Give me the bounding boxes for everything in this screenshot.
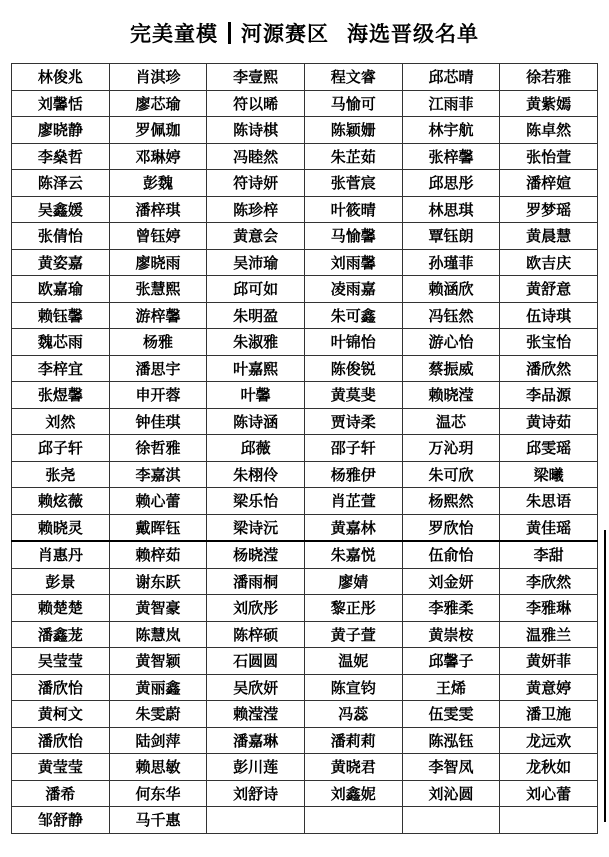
- name-cell: 黄丽鑫: [109, 674, 207, 701]
- name-cell: 黄智豪: [109, 595, 207, 622]
- name-cell: 邹舒静: [12, 807, 110, 834]
- name-cell: 凌雨嘉: [304, 276, 402, 303]
- name-cell: 黄姿嘉: [12, 249, 110, 276]
- table-row: [12, 541, 598, 568]
- name-cell: 潘鑫茏: [12, 621, 110, 648]
- name-cell: 吴沛瑜: [207, 249, 305, 276]
- table-row: [12, 64, 598, 91]
- name-cell: 黄柯文: [12, 701, 110, 728]
- name-cell: 朱可欣: [402, 461, 500, 488]
- name-cell: 钟佳琪: [109, 408, 207, 435]
- name-cell: 龙远欢: [500, 727, 598, 754]
- name-cell: 贾诗柔: [304, 408, 402, 435]
- name-cell: 黎正彤: [304, 595, 402, 622]
- name-cell: 陈泓钰: [402, 727, 500, 754]
- name-cell: 陈宣钧: [304, 674, 402, 701]
- name-cell: [304, 807, 402, 834]
- name-cell: 孙瑾菲: [402, 249, 500, 276]
- name-cell: 申开蓉: [109, 382, 207, 409]
- name-cell: 潘欣怡: [12, 727, 110, 754]
- name-cell: 彭川莲: [207, 754, 305, 781]
- name-cell: 龙秋如: [500, 754, 598, 781]
- name-cell: 吴莹莹: [12, 648, 110, 675]
- name-cell: 陈慧岚: [109, 621, 207, 648]
- name-cell: 朱雯蔚: [109, 701, 207, 728]
- name-cell: 肖芷萱: [304, 488, 402, 515]
- name-cell: 刘心蕾: [500, 780, 598, 807]
- name-cell: 陆剑萍: [109, 727, 207, 754]
- name-cell: 伍诗琪: [500, 302, 598, 329]
- table-edge-line: [604, 530, 606, 822]
- name-cell: 叶筱晴: [304, 196, 402, 223]
- name-cell: 赖涵欣: [402, 276, 500, 303]
- name-cell: 魏芯雨: [12, 329, 110, 356]
- name-cell: 黄智颖: [109, 648, 207, 675]
- name-cell: 赖梓茹: [109, 541, 207, 568]
- table-row: [12, 807, 598, 834]
- name-cell: 刘鑫妮: [304, 780, 402, 807]
- name-cell: 潘思宇: [109, 355, 207, 382]
- table-row: [12, 674, 598, 701]
- name-cell: 李雅柔: [402, 595, 500, 622]
- name-cell: 赖炫薇: [12, 488, 110, 515]
- name-cell: 邱思彤: [402, 170, 500, 197]
- brand-name: 完美童模: [130, 22, 218, 46]
- name-cell: 黄崇桉: [402, 621, 500, 648]
- name-cell: 李智凤: [402, 754, 500, 781]
- name-cell: 黄妍菲: [500, 648, 598, 675]
- name-cell: 陈颖姗: [304, 117, 402, 144]
- name-cell: 梁曦: [500, 461, 598, 488]
- name-cell: 刘舒诗: [207, 780, 305, 807]
- name-cell: 马千惠: [109, 807, 207, 834]
- table-row: [12, 329, 598, 356]
- name-cell: 杨晓滢: [207, 541, 305, 568]
- name-cell: 蔡振威: [402, 355, 500, 382]
- name-cell: 肖淇珍: [109, 64, 207, 91]
- name-cell: 梁诗沅: [207, 514, 305, 541]
- name-cell: 赖晓灵: [12, 514, 110, 541]
- name-cell: 陈珍梓: [207, 196, 305, 223]
- name-cell: 王烯: [402, 674, 500, 701]
- name-cell: 赖心蕾: [109, 488, 207, 515]
- name-cell: 李甜: [500, 541, 598, 568]
- roster-table: [11, 63, 598, 834]
- name-cell: 杨熙然: [402, 488, 500, 515]
- table-row: [12, 648, 598, 675]
- name-cell: 潘莉莉: [304, 727, 402, 754]
- name-cell: 黄意会: [207, 223, 305, 250]
- name-cell: 赖思敏: [109, 754, 207, 781]
- name-cell: 冯睦然: [207, 143, 305, 170]
- name-cell: 黄莹莹: [12, 754, 110, 781]
- name-cell: 邱子轩: [12, 435, 110, 462]
- table-row: [12, 780, 598, 807]
- name-cell: 赖晓滢: [402, 382, 500, 409]
- name-cell: 潘欣怡: [12, 674, 110, 701]
- name-cell: 欧吉庆: [500, 249, 598, 276]
- name-cell: 冯钰然: [402, 302, 500, 329]
- name-cell: 陈卓然: [500, 117, 598, 144]
- name-cell: 徐哲雅: [109, 435, 207, 462]
- name-cell: 张菅宸: [304, 170, 402, 197]
- name-cell: 罗欣怡: [402, 514, 500, 541]
- name-cell: 陈泽云: [12, 170, 110, 197]
- name-cell: 张煜馨: [12, 382, 110, 409]
- table-row: [12, 170, 598, 197]
- name-cell: 黄莫斐: [304, 382, 402, 409]
- table-row: [12, 382, 598, 409]
- name-cell: 何东华: [109, 780, 207, 807]
- name-cell: 覃钰朗: [402, 223, 500, 250]
- name-cell: 曾钰婷: [109, 223, 207, 250]
- name-cell: 李嘉淇: [109, 461, 207, 488]
- table-row: [12, 249, 598, 276]
- name-cell: 林思琪: [402, 196, 500, 223]
- name-cell: 万沁玥: [402, 435, 500, 462]
- name-cell: 李雅琳: [500, 595, 598, 622]
- name-cell: 潘希: [12, 780, 110, 807]
- name-cell: 邓琳婷: [109, 143, 207, 170]
- table-row: [12, 117, 598, 144]
- name-cell: 黄嘉林: [304, 514, 402, 541]
- region-name: 河源赛区: [241, 22, 329, 46]
- name-cell: 张梓馨: [402, 143, 500, 170]
- name-cell: 廖婧: [304, 568, 402, 595]
- table-row: [12, 621, 598, 648]
- page-title: [0, 18, 609, 48]
- name-cell: 黄舒意: [500, 276, 598, 303]
- name-cell: 温妮: [304, 648, 402, 675]
- table-row: [12, 302, 598, 329]
- table-row: [12, 143, 598, 170]
- name-cell: 刘然: [12, 408, 110, 435]
- table-row: [12, 595, 598, 622]
- name-cell: 黄佳瑶: [500, 514, 598, 541]
- table-row: [12, 727, 598, 754]
- name-cell: 林宇航: [402, 117, 500, 144]
- name-cell: 廖晓静: [12, 117, 110, 144]
- table-row: [12, 196, 598, 223]
- name-cell: 邱可如: [207, 276, 305, 303]
- table-row: [12, 754, 598, 781]
- name-cell: 潘梓媗: [500, 170, 598, 197]
- table-row: [12, 701, 598, 728]
- name-cell: 黄意婷: [500, 674, 598, 701]
- name-cell: 程文睿: [304, 64, 402, 91]
- name-cell: 杨雅: [109, 329, 207, 356]
- name-cell: 冯蕊: [304, 701, 402, 728]
- name-cell: 廖芯瑜: [109, 90, 207, 117]
- name-cell: 廖晓雨: [109, 249, 207, 276]
- title-separator: [228, 22, 231, 44]
- name-cell: 吴鑫媛: [12, 196, 110, 223]
- name-cell: 徐若雅: [500, 64, 598, 91]
- name-cell: 刘金妍: [402, 568, 500, 595]
- name-cell: 邵子轩: [304, 435, 402, 462]
- name-cell: 黄子萱: [304, 621, 402, 648]
- name-cell: 朱芷茹: [304, 143, 402, 170]
- name-cell: 戴晖钰: [109, 514, 207, 541]
- name-cell: 黄诗茹: [500, 408, 598, 435]
- table-row: [12, 435, 598, 462]
- name-cell: 游梓馨: [109, 302, 207, 329]
- name-cell: 朱栩伶: [207, 461, 305, 488]
- name-cell: 谢东跃: [109, 568, 207, 595]
- list-title: 海选晋级名单: [347, 22, 479, 46]
- name-cell: 张慧熙: [109, 276, 207, 303]
- table-row: [12, 514, 598, 541]
- name-cell: 李梓宜: [12, 355, 110, 382]
- name-cell: [207, 807, 305, 834]
- name-cell: 符以晞: [207, 90, 305, 117]
- name-cell: 伍雯雯: [402, 701, 500, 728]
- name-cell: 李欣然: [500, 568, 598, 595]
- name-cell: 李燊哲: [12, 143, 110, 170]
- name-cell: 罗佩珈: [109, 117, 207, 144]
- name-cell: 刘雨馨: [304, 249, 402, 276]
- name-cell: 潘卫施: [500, 701, 598, 728]
- name-cell: 马愉馨: [304, 223, 402, 250]
- name-cell: 符诗妍: [207, 170, 305, 197]
- name-cell: 欧嘉瑜: [12, 276, 110, 303]
- name-cell: 朱淑雅: [207, 329, 305, 356]
- name-cell: 朱可鑫: [304, 302, 402, 329]
- name-cell: 潘雨桐: [207, 568, 305, 595]
- name-cell: 潘欣然: [500, 355, 598, 382]
- table-row: [12, 90, 598, 117]
- name-cell: 彭魏: [109, 170, 207, 197]
- name-cell: 潘嘉琳: [207, 727, 305, 754]
- name-cell: 梁乐怡: [207, 488, 305, 515]
- table-row: [12, 276, 598, 303]
- name-cell: 邱雯瑶: [500, 435, 598, 462]
- name-cell: 张宝怡: [500, 329, 598, 356]
- name-cell: 叶馨: [207, 382, 305, 409]
- name-cell: 朱思语: [500, 488, 598, 515]
- name-cell: 陈诗棋: [207, 117, 305, 144]
- name-cell: [402, 807, 500, 834]
- name-cell: 陈梓硕: [207, 621, 305, 648]
- name-cell: 张怡萱: [500, 143, 598, 170]
- name-cell: 李壹熙: [207, 64, 305, 91]
- table-row: [12, 408, 598, 435]
- name-cell: 邱薇: [207, 435, 305, 462]
- name-cell: 温雅兰: [500, 621, 598, 648]
- name-cell: 叶锦怡: [304, 329, 402, 356]
- name-cell: 陈诗涵: [207, 408, 305, 435]
- name-cell: 邱芯晴: [402, 64, 500, 91]
- name-cell: 黄晓君: [304, 754, 402, 781]
- name-cell: 张倩怡: [12, 223, 110, 250]
- name-cell: 潘梓琪: [109, 196, 207, 223]
- name-cell: 叶嘉熙: [207, 355, 305, 382]
- name-cell: 陈俊锐: [304, 355, 402, 382]
- name-cell: 黄晨慧: [500, 223, 598, 250]
- name-cell: 刘馨恬: [12, 90, 110, 117]
- name-cell: 黄紫嫣: [500, 90, 598, 117]
- name-cell: 彭景: [12, 568, 110, 595]
- name-cell: 朱明盈: [207, 302, 305, 329]
- name-cell: 李品源: [500, 382, 598, 409]
- name-cell: 杨雅伊: [304, 461, 402, 488]
- name-cell: 赖滢滢: [207, 701, 305, 728]
- name-cell: 马愉可: [304, 90, 402, 117]
- name-cell: 吴欣妍: [207, 674, 305, 701]
- name-cell: 张尧: [12, 461, 110, 488]
- name-cell: 林俊兆: [12, 64, 110, 91]
- name-cell: [500, 807, 598, 834]
- name-cell: 赖钰馨: [12, 302, 110, 329]
- roster-body: [12, 64, 598, 834]
- name-cell: 江雨菲: [402, 90, 500, 117]
- name-cell: 刘欣彤: [207, 595, 305, 622]
- name-cell: 刘沁圆: [402, 780, 500, 807]
- name-cell: 赖楚楚: [12, 595, 110, 622]
- table-row: [12, 223, 598, 250]
- name-cell: 朱嘉悦: [304, 541, 402, 568]
- name-cell: 邱馨子: [402, 648, 500, 675]
- name-cell: 游心怡: [402, 329, 500, 356]
- table-row: [12, 568, 598, 595]
- table-row: [12, 355, 598, 382]
- table-row: [12, 461, 598, 488]
- name-cell: 石圆圆: [207, 648, 305, 675]
- name-cell: 温芯: [402, 408, 500, 435]
- name-cell: 罗梦瑶: [500, 196, 598, 223]
- name-cell: 伍俞怡: [402, 541, 500, 568]
- name-cell: 肖惠丹: [12, 541, 110, 568]
- table-row: [12, 488, 598, 515]
